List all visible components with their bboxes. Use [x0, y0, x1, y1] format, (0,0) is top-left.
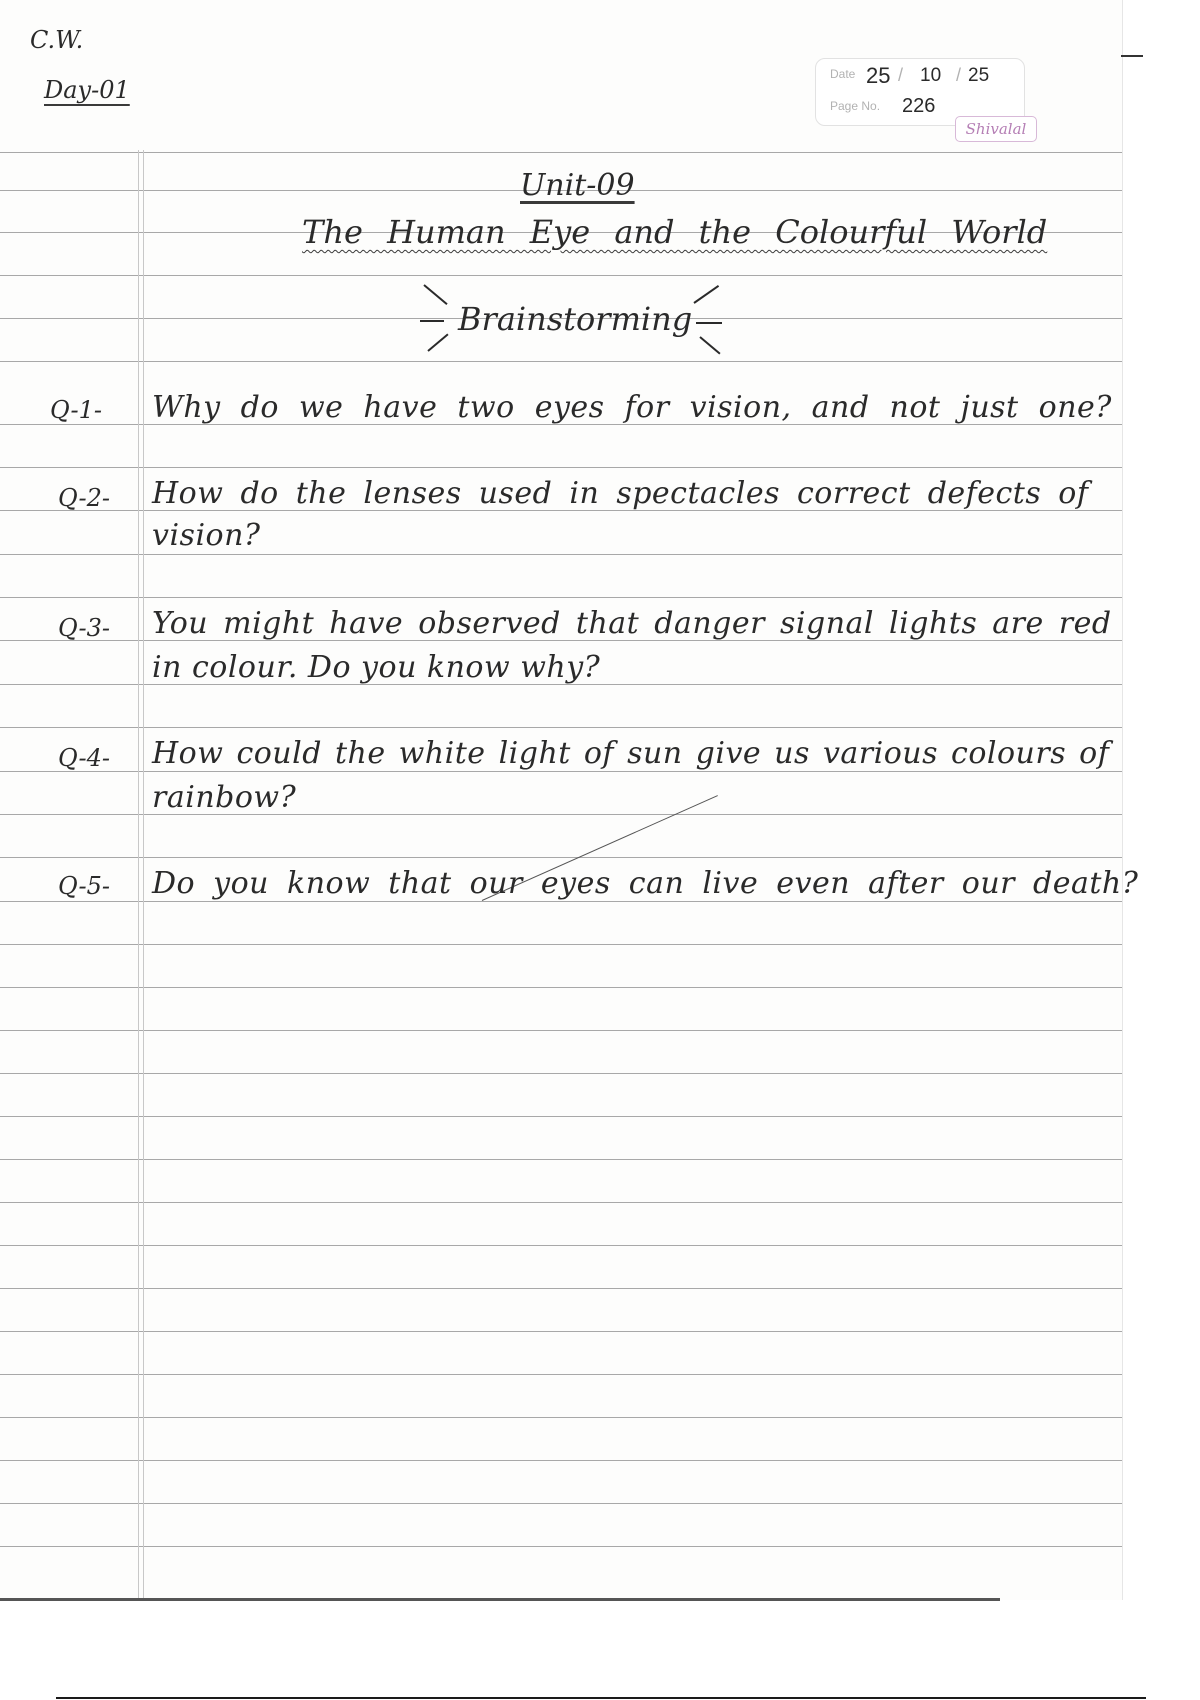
ruled-line [0, 152, 1122, 153]
question-number: Q-2- [58, 484, 111, 512]
ruled-line [0, 1288, 1122, 1289]
ruled-line [0, 1159, 1122, 1160]
cw-label: C.W. [30, 26, 84, 54]
date-day: 25 [866, 63, 891, 88]
question-text: How could the white light of sun give us various colours of [152, 736, 1110, 771]
spark-stroke [693, 285, 719, 304]
question-text-continued: vision? [152, 518, 261, 553]
ruled-line [0, 1116, 1122, 1117]
ruled-line [0, 1245, 1122, 1246]
date-month: 10 [920, 65, 942, 86]
question-text: Do you know that our eyes can live even after our death? [152, 866, 1139, 901]
page-number: 226 [902, 95, 936, 117]
ruled-line [0, 1503, 1122, 1504]
ruled-line [0, 361, 1122, 362]
ruled-line [0, 467, 1122, 468]
chapter-title: The Human Eye and the Colourful World [302, 213, 1048, 251]
spark-stroke [696, 322, 722, 324]
brand-logo: Shivalal [955, 116, 1037, 142]
ruled-line [0, 727, 1122, 728]
date-separator: / [956, 65, 962, 85]
question-number: Q-3- [58, 614, 111, 642]
ruled-line [0, 1202, 1122, 1203]
ruled-line [0, 1030, 1122, 1031]
ruled-line [0, 1546, 1122, 1547]
spark-stroke [427, 334, 448, 352]
question-text: You might have observed that danger signal lights are red [152, 606, 1112, 641]
ruled-line [0, 771, 1122, 772]
ruled-line [0, 1417, 1122, 1418]
ruled-line [0, 275, 1122, 276]
ruled-line [0, 597, 1122, 598]
spark-stroke [423, 284, 447, 305]
ruled-line [0, 987, 1122, 988]
question-text-continued: rainbow? [152, 780, 297, 815]
question-number: Q-5- [58, 872, 111, 900]
question-text-continued: in colour. Do you know why? [152, 650, 601, 685]
spark-stroke [699, 336, 720, 354]
ruled-line [0, 554, 1122, 555]
day-label: Day-01 [44, 76, 130, 104]
footer-rule [56, 1697, 1146, 1699]
question-number: Q-1- [50, 396, 103, 424]
ruled-line [0, 857, 1122, 858]
question-number: Q-4- [58, 744, 111, 772]
question-text: How do the lenses used in spectacles correct defects of [152, 476, 1089, 511]
ruled-line [0, 1073, 1122, 1074]
date-separator: / [898, 65, 904, 85]
unit-heading: Unit-09 [520, 168, 635, 203]
date-label: Date [830, 67, 856, 81]
margin-line [143, 150, 144, 1600]
ruled-line [0, 901, 1122, 902]
ruled-line [0, 1460, 1122, 1461]
sheet-bottom-edge [0, 1598, 1000, 1601]
dash-mark [1121, 55, 1143, 57]
spark-stroke [420, 320, 444, 322]
section-heading: Brainstorming [458, 300, 693, 338]
ruled-line [0, 1374, 1122, 1375]
question-text: Why do we have two eyes for vision, and not just one? [152, 390, 1112, 425]
ruled-line [0, 944, 1122, 945]
margin-line [138, 150, 139, 1600]
ruled-line [0, 1331, 1122, 1332]
date-year: 25 [968, 65, 990, 86]
page-no-label: Page No. [830, 99, 881, 113]
